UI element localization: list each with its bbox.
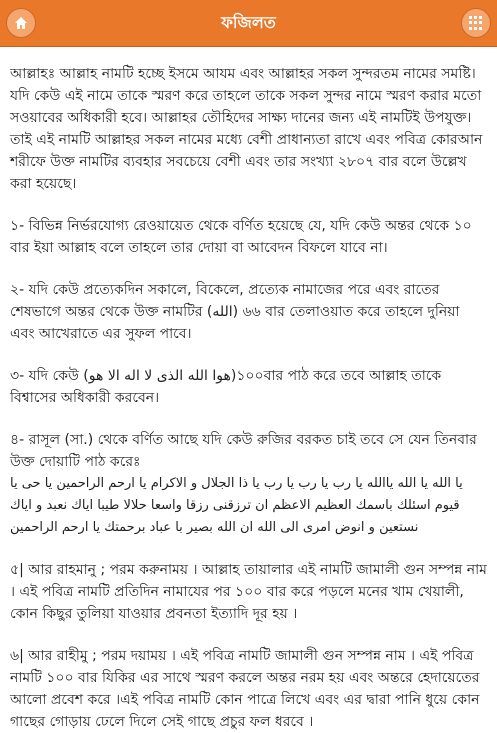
- intro-paragraph: আল্লাহঃ আল্লাহ নামটি হচ্ছে ইসমে আযম এবং আল্লাহর সকল সুন্দরতম নামের সমষ্টি। যদি কেউ এই নামে তাকে স্মরণ করে তাহলে তাকে সকল সুন্দর নামে স্মরণ করার মতো সওয়াবের অধিকারী হবে। আল্লাহর তৌহিদের সাক্ষ্য দানের জন্য এই নামটিই উপযুক্ত। তাই এই নামটি আল্লাহর সকল নামের মধ্যে বেশী প্রাধান্যতা রাখে এবং পবিত্র কোরআন শরীফে উক্ত নামটির ব্যবহার সবচেয়ে বেশী এবং তার সংখ্যা ২৮০৭ বার বলে উল্লেখ করা হয়েছে।: [10, 66, 483, 192]
- menu-grid-button[interactable]: [461, 8, 491, 38]
- benefit-paragraph-6: ৬| আর রাহীমু ; পরম দয়াময় । এই পবিত্র নামটি জামালী গুন সম্পন্ন নাম । এই পবিত্র নামটি ১০০ বার যিকির এর সাথে স্মরণ করলে অন্তর নরম হয় এবং অন্তরে হেদায়েতের আলো প্রবেশ করে ।এই পবিত্র নামটি কোন পাত্রে লিখে এবং এর দ্বারা পানি ধুয়ে কোন গাছের গোড়ায় ঢেলে দিলে সেই গাছে প্রচুর ফল ধরবে ।: [10, 648, 480, 730]
- page-title: ফজিলত: [221, 12, 276, 32]
- benefit-paragraph-1: ১- বিভিন্ন নির্ভরযোগ্য রেওয়ায়েত থেকে বর্ণিত হয়েছে যে, যদি কেউ অন্তর থেকে ১০ বার ইয়া আল্লাহ বলে তাহলে তার দোয়া বা আবেদন বিফলে যাবে না।: [10, 218, 472, 256]
- home-icon: [14, 16, 28, 30]
- home-button[interactable]: [6, 8, 36, 38]
- benefit-paragraph-4: [10, 429, 487, 539]
- grid-icon: [469, 16, 483, 30]
- benefit-paragraph-5: ৫| আর রাহমানু ; পরম করুনাময় । আল্লাহ তায়ালার এই নামটি জামালী গুন সম্পন্ন নাম । এই পবিত্র নামটি প্রতিদিন নামাযের পর ১০০ বার করে পড়লে মনের খাম খেয়ালী, কোন কিছুর তুলিয়া যাওয়ার প্রবনতা ইত্যাদি দূর হয় ।: [10, 562, 487, 622]
- arabic-dua: يا الله يا الله ياالله يا رب يا رب يا رب يا ذا الجلال و الاكرام يا ارحم الراحمين يا حى يا قيوم اسئلك باسمك العظيم الاعظم ان ترزقنى رزقا واسعا حلالا طيبا اياك نعبد و اياك نستعين و انوض امرى الى الله ان الله بصير با عباد برحمتك يا ارحم الراحمين: [10, 476, 463, 535]
- benefit-paragraph-4-text: ৪- রাসূল (সা.) থেকে বর্ণিত আছে যদি কেউ রুজির বরকত চাই তবে সে যেন তিনবার উক্ত দোয়াটি পাঠ করেঃ: [10, 432, 477, 470]
- content-area[interactable]: [0, 47, 497, 730]
- header-bar: [0, 0, 497, 47]
- benefit-paragraph-2: ২- যদি কেউ প্রত্যেকদিন সকালে, বিকেলে, প্রত্যেক নামাজের পরে এবং রাতের শেষভাগে অন্তর থেকে উক্ত নামটির (الله) ৬৬ বার তেলাওয়াত করে তাহলে দুনিয়া এবং আখেরাতে এর সুফল পাবে।: [10, 282, 460, 342]
- benefit-paragraph-3: ৩- যদি কেউ (هوا الله الذى لا اله الا هو)১০০বার পাঠ করে তবে আল্লাহ তাকে বিশ্বাসের অধিকারী করবেন।: [10, 368, 442, 406]
